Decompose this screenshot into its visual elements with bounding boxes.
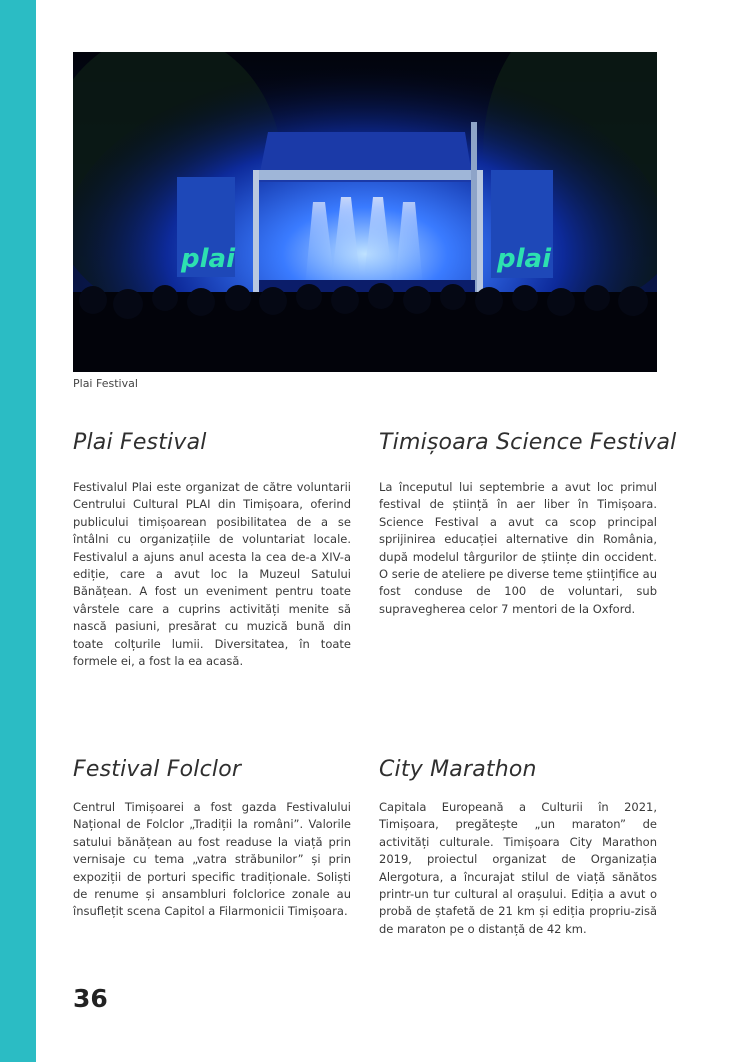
section-city-marathon: [379, 757, 657, 938]
section-plai-festival: [73, 430, 351, 670]
side-accent-band: [0, 0, 36, 1062]
festival-photo: [73, 52, 657, 372]
section-title: Plai Festival: [73, 430, 207, 455]
section-festival-folclor: [73, 757, 351, 921]
section-body: Festivalul Plai este organizat de către voluntarii Centrului Cultural PLAI din Timișoara, oferind publicului timișoarean posibilitatea de a se întâlni cu organizațiile de voluntariat locale. Festivalul a ajuns anul acesta la cea de-a XIV-a ediție, care a avut loc la Muzeul Satului Bănățean. A fost un eveniment pentru toate vârstele care a cuprins activități menite să nască pasiuni, presărat cu muzică bună din toate colțurile lumii. Diversitatea, în toate formele ei, a fost la ea acasă.: [73, 480, 351, 669]
page-number: 36: [73, 984, 108, 1013]
section-science-festival: [379, 430, 677, 618]
banner-left-text: plai: [181, 244, 235, 274]
section-title: Festival Folclor: [73, 757, 242, 782]
section-body: La începutul lui septembrie a avut loc primul festival de știință în aer liber în Timișoara. Science Festival a avut ca scop principal sprijinirea educației alternative din România, după modelul târgurilor de științe din occident. O serie de ateliere pe diverse teme științifice au fost conduse de 100 de voluntari, sub supravegherea celor 7 mentori de la Oxford.: [379, 480, 657, 616]
banner-right-text: plai: [497, 244, 551, 274]
photo-caption: Plai Festival: [73, 377, 138, 390]
section-body: Centrul Timișoarei a fost gazda Festivalului Național de Folclor „Tradiții la români”. Valorile satului bănățean au fost readuse la viață prin vernisaje cu tema „vatra străbunilor” și prin expoziții de porturi specific tradiționale. Soliști de renume și ansambluri folclorice zonale au însuflețit scena Capitol a Filarmonicii Timișoara.: [73, 800, 351, 919]
section-title: Timișoara Science Festival: [379, 430, 677, 455]
section-body: Capitala Europeană a Culturii în 2021, Timișoara, pregătește „un maraton” de activități culturale. Timișoara City Marathon 2019, proiectul organizat de Organizația Alergotura, a încurajat stilul de viață sănătos printr-un tur cultural al orașului. Ediția a avut o probă de ștafetă de 21 km și ediția propriu-zisă de maraton pe o distanță de 42 km.: [379, 800, 657, 936]
section-title: City Marathon: [379, 757, 537, 782]
